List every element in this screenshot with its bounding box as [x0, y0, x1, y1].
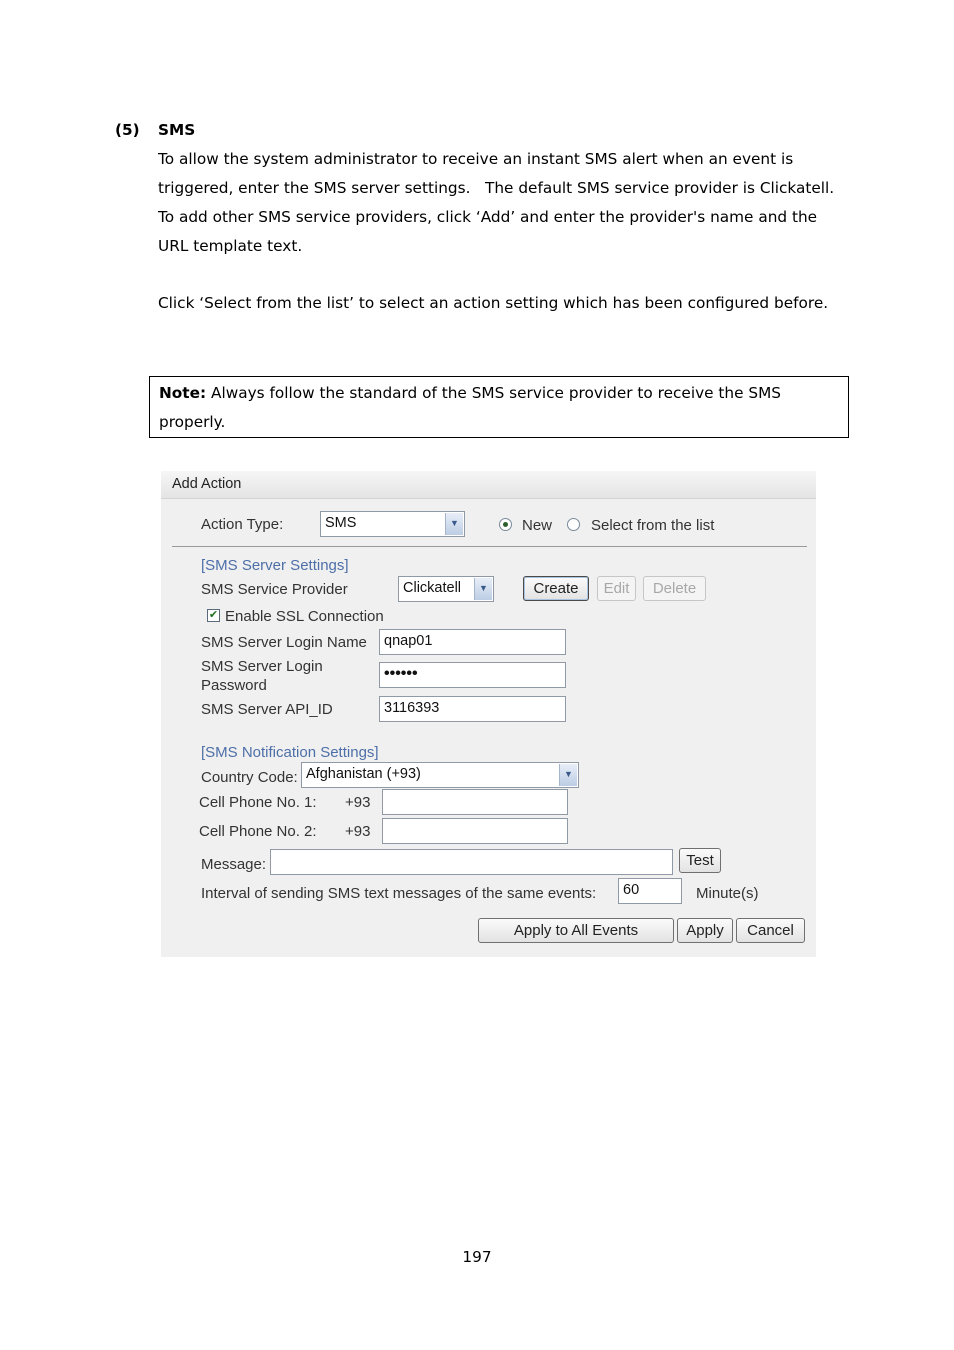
cell2-label: Cell Phone No. 2:	[199, 823, 317, 840]
action-type-select[interactable]	[320, 511, 465, 537]
apply-button[interactable]: Apply	[677, 918, 733, 943]
notification-settings-heading: [SMS Notification Settings]	[201, 744, 379, 761]
panel-title-bar	[161, 471, 816, 499]
select-list-paragraph: Click ‘Select from the list’ to select an action setting which has been configured before.	[158, 294, 829, 312]
country-code-value: Afghanistan (+93)	[306, 766, 421, 782]
api-id-input[interactable]: 3116393	[379, 696, 566, 722]
server-settings-heading: [SMS Server Settings]	[201, 557, 349, 574]
intro-paragraph: To allow the system administrator to receive an instant SMS alert when an event is triggered, enter the SMS server settings. The default SMS service provider is Clickatell. To add other SMS service providers, click ‘Add’ and enter the provider's name and the URL template text.	[158, 150, 844, 255]
test-button[interactable]: Test	[679, 848, 721, 873]
cell2-prefix: +93	[345, 823, 371, 840]
section-title: SMS	[158, 121, 196, 139]
chevron-down-icon: ▼	[474, 578, 492, 600]
country-code-select[interactable]	[301, 762, 579, 788]
message-input[interactable]	[270, 849, 673, 875]
api-id-label: SMS Server API_ID	[201, 701, 333, 718]
provider-value: Clickatell	[403, 580, 462, 596]
cell2-input[interactable]	[382, 818, 568, 844]
note-box	[149, 376, 849, 438]
login-password-input[interactable]: ••••••	[379, 662, 566, 688]
apply-to-all-events-button[interactable]: Apply to All Events	[478, 918, 674, 943]
message-label: Message:	[201, 856, 267, 873]
action-type-value: SMS	[325, 515, 357, 531]
login-password-label-line1: SMS Server Login	[201, 658, 323, 675]
login-name-input[interactable]: qnap01	[379, 629, 566, 655]
add-action-panel	[161, 471, 816, 957]
page-number: 197	[462, 1248, 492, 1266]
login-password-label-line2: Password	[201, 677, 267, 694]
login-name-label: SMS Server Login Name	[201, 634, 367, 651]
radio-new-label: New	[522, 517, 553, 534]
section-heading	[115, 116, 195, 145]
interval-input[interactable]: 60	[618, 878, 682, 904]
radio-select-label: Select from the list	[591, 517, 715, 534]
edit-button[interactable]: Edit	[597, 576, 636, 601]
interval-label: Interval of sending SMS text messages of the same events:	[201, 885, 597, 902]
chevron-down-icon: ▼	[445, 513, 463, 535]
cancel-button[interactable]: Cancel	[736, 918, 805, 943]
provider-select[interactable]	[398, 576, 494, 602]
radio-selected-dot	[503, 522, 508, 527]
cell1-input[interactable]	[382, 789, 568, 815]
divider	[172, 546, 807, 547]
cell1-label: Cell Phone No. 1:	[199, 794, 317, 811]
radio-select-from-list[interactable]	[567, 518, 580, 531]
chevron-down-icon: ▼	[559, 764, 577, 786]
ssl-checkbox[interactable]	[207, 609, 220, 622]
note-text: Always follow the standard of the SMS service provider to receive the SMS properly.	[159, 384, 781, 431]
checkmark-icon: ✔	[208, 609, 219, 621]
note-label: Note:	[159, 384, 207, 402]
interval-unit: Minute(s)	[696, 885, 759, 902]
delete-button[interactable]: Delete	[643, 576, 706, 601]
radio-new[interactable]	[499, 518, 512, 531]
section-number: (5)	[115, 121, 140, 139]
country-code-label: Country Code:	[201, 769, 298, 786]
provider-label: SMS Service Provider	[201, 581, 348, 598]
cell1-prefix: +93	[345, 794, 371, 811]
panel-title: Add Action	[172, 476, 242, 492]
create-button[interactable]: Create	[523, 576, 589, 601]
action-type-label: Action Type:	[201, 516, 284, 533]
ssl-label: Enable SSL Connection	[225, 608, 384, 625]
